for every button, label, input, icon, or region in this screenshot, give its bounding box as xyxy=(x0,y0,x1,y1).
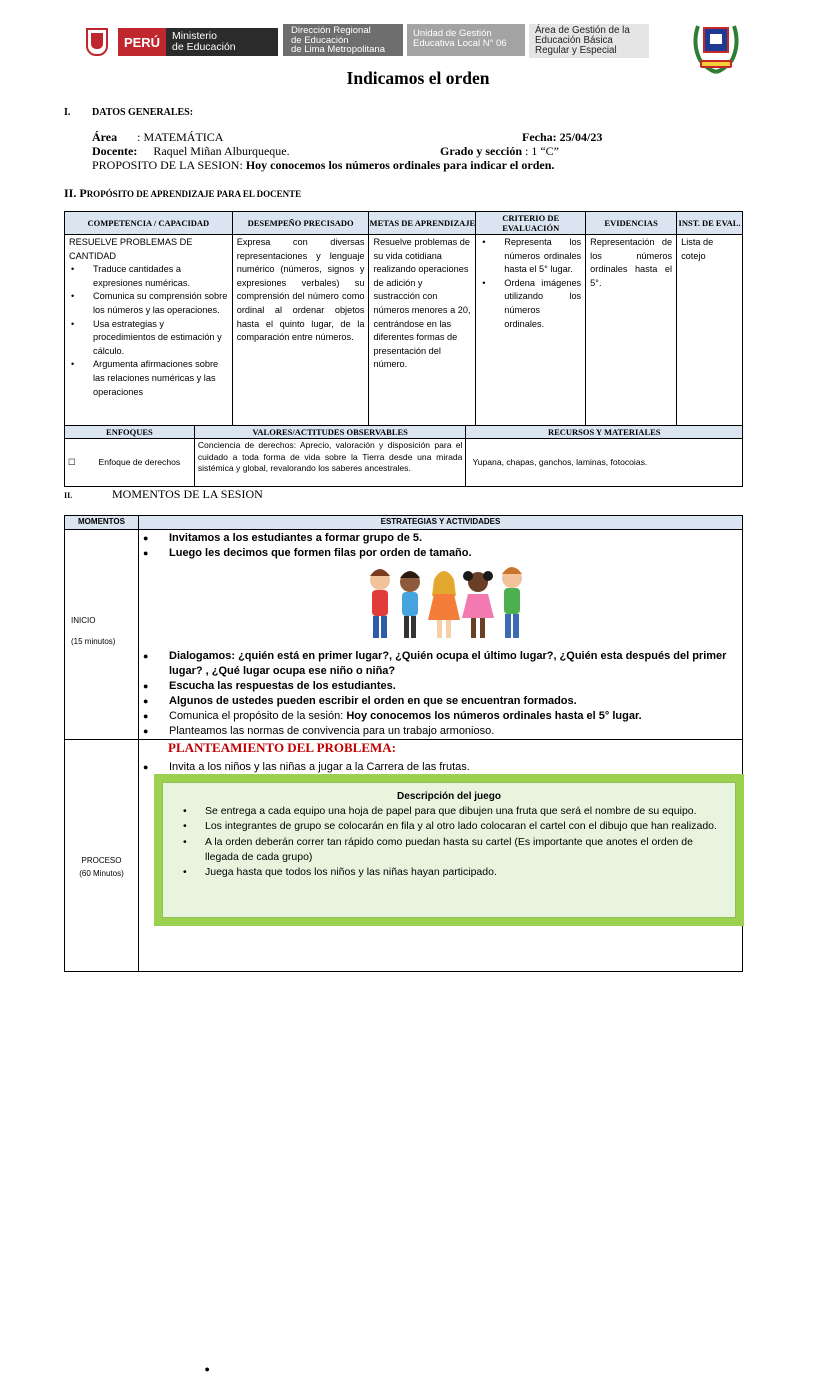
game-item: • Los integrantes de grupo se colocarán en fila y al otro lado colocaran el cartel con el dibujo que han realizado. xyxy=(177,819,721,834)
ugel-logo: Unidad de Gestión Educativa Local N° 06 xyxy=(407,24,525,56)
section2-title: II. PROPÓSITO DE APRENDIZAJE PARA EL DOCENTE xyxy=(64,186,302,200)
minedu-logo: Ministerio de Educación xyxy=(166,28,278,56)
checkbox-icon: ☐ xyxy=(68,456,76,467)
docente-row xyxy=(92,144,290,158)
enfoque-cell xyxy=(65,439,195,487)
game-item: • Se entrega a cada equipo una hoja de papel para que dibujen una fruta que será el nombre de su equipo. xyxy=(177,804,721,819)
dre-logo: Dirección Regional de Educación de Lima Metropolitana xyxy=(283,24,403,56)
grado-value: : 1 “C” xyxy=(525,144,559,158)
area-logo: Área de Gestión de la Educación Básica Regular y Especial xyxy=(529,24,649,58)
purpose-table xyxy=(64,211,743,426)
game-title: Descripción del juego xyxy=(397,791,501,802)
capacidad-item: • Comunica su comprensión sobre los números y las operaciones. xyxy=(69,290,228,317)
area-row xyxy=(92,130,223,144)
enfoques-table xyxy=(64,425,743,487)
header-metas: METAS DE APRENDIZAJE xyxy=(369,212,476,235)
section1-title: DATOS GENERALES: xyxy=(92,107,194,118)
purpose-table-row xyxy=(65,235,743,426)
proceso-moment-cell xyxy=(65,740,139,972)
header-recursos: RECURSOS Y MATERIALES xyxy=(466,426,743,439)
metas-cell: Resuelve problemas de su vida cotidiana realizando operaciones de adición y sustracción con números menores a 20, centrándose en las diferentes formas de presentación del número. xyxy=(369,235,476,426)
evidencias-cell: Representación de los números ordinales hasta el 5°. xyxy=(586,235,677,426)
header-estrategias: ESTRATEGIAS Y ACTIVIDADES xyxy=(139,516,743,530)
header-momentos: MOMENTOS xyxy=(65,516,139,530)
peru-coat-of-arms-icon xyxy=(80,26,114,58)
activity-item: ● Invitamos a los estudiantes a formar grupo de 5. xyxy=(139,531,742,546)
header-evidencias: EVIDENCIAS xyxy=(586,212,677,235)
purpose-table-header xyxy=(65,212,743,235)
header-logos xyxy=(0,0,768,68)
inicio-time: (15 minutos) xyxy=(71,637,116,646)
enfoque-text: Enfoque de derechos xyxy=(98,456,181,467)
inicio-moment-cell xyxy=(65,530,139,740)
proposito-row xyxy=(92,158,554,172)
area-label: Área xyxy=(92,130,118,144)
competencia-text: RESUELVE PROBLEMAS DE CANTIDAD xyxy=(69,237,193,261)
criterio-cell xyxy=(476,235,586,426)
criterio-item: • Representa los números ordinales hasta el 5° lugar. xyxy=(480,236,581,277)
desempeno-cell: Expresa con diversas representaciones y lenguaje numérico (números, signos y expresiones verbales) su comprensión del número como ordinal al ordenar objetos hasta el quinto lugar, de la comparación entre números. xyxy=(232,235,369,426)
game-item: • A la orden deberán correr tan rápido como puedan hasta su cartel (Es importante que anotes el orden de llegada de cada grupo) xyxy=(177,835,721,866)
recursos-cell: Yupana, chapas, ganchos, laminas, fotocoias. xyxy=(466,439,743,487)
capacidad-item: • Argumenta afirmaciones sobre las relaciones numéricas y las operaciones xyxy=(69,358,228,399)
children-illustration xyxy=(364,560,530,644)
grado-row xyxy=(440,144,559,158)
header-competencia: COMPETENCIA / CAPACIDAD xyxy=(65,212,233,235)
proceso-label: PROCESO xyxy=(81,856,122,865)
header-desempeno: DESEMPEÑO PRECISADO xyxy=(232,212,369,235)
activity-item: ● Planteamos las normas de convivencia para un trabajo armonioso. xyxy=(139,724,742,739)
proceso-time: (60 Minutos) xyxy=(79,869,124,878)
fecha-label: Fecha: xyxy=(522,130,557,144)
game-item: • Juega hasta que todos los niños y las niñas hayan participado. xyxy=(177,865,721,880)
capacidad-item: • Traduce cantidades a expresiones numéricas. xyxy=(69,263,228,290)
capacidad-item: • Usa estrategias y procedimientos de estimación y cálculo. xyxy=(69,318,228,359)
header-enfoques: ENFOQUES xyxy=(65,426,195,439)
grado-label: Grado y sección xyxy=(440,144,522,158)
activity-item: ● Algunos de ustedes pueden escribir el orden en que se encuentran formados. xyxy=(139,694,742,709)
header-instrumento: INST. DE EVAL. xyxy=(677,212,743,235)
page-title: Indicamos el orden xyxy=(346,68,490,88)
problem-heading: PLANTEAMIENTO DEL PROBLEMA: xyxy=(168,740,397,755)
proposito-label: PROPOSITO DE LA SESION: xyxy=(92,158,243,172)
inicio-label: INICIO xyxy=(71,616,96,625)
activity-item: ● Comunica el propósito de la sesión: Hoy conocemos los números ordinales hasta el 5° lugar. xyxy=(139,709,742,724)
header-valores: VALORES/ACTITUDES OBSERVABLES xyxy=(194,426,466,439)
docente-value: Raquel Miñan Alburqueque. xyxy=(153,144,290,158)
fecha-value: 25/04/23 xyxy=(559,130,603,144)
peru-logo: PERÚ xyxy=(118,28,166,56)
section3-number: II. xyxy=(64,491,73,500)
proposito-value: Hoy conocemos los números ordinales para indicar el orden. xyxy=(245,158,555,172)
activity-item: ● Invita a los niños y las niñas a jugar a la Carrera de las frutas. xyxy=(139,760,742,775)
fecha-row xyxy=(522,130,602,144)
activity-item: ● Luego les decimos que formen filas por orden de tamaño. xyxy=(139,546,742,561)
bullet-icon: ● xyxy=(204,1363,210,1374)
instrumento-cell: Lista de cotejo xyxy=(677,235,743,426)
activity-item: ● Dialogamos: ¿quién está en primer lugar?, ¿Quién ocupa el último lugar?, ¿Quién esta después del primer lugar? , ¿Qué lugar ocupa ese niño o niña? xyxy=(139,649,742,679)
section3-title: MOMENTOS DE LA SESION xyxy=(112,487,263,501)
section1-number: I. xyxy=(64,107,71,118)
header-criterio: CRITERIO DE EVALUACIÓN xyxy=(476,212,586,235)
competencia-cell xyxy=(65,235,233,426)
valores-cell: Conciencia de derechos: Aprecio, valoración y disposición para el cuidado a toda forma de vida sobre la Tierra desde una mirada sistémica y global, revalorando los saberes ancestrales. xyxy=(194,439,466,487)
activity-item: ● Escucha las respuestas de los estudiantes. xyxy=(139,679,742,694)
docente-label: Docente: xyxy=(92,144,138,158)
criterio-item: • Ordena imágenes utilizando los números ordinales. xyxy=(480,277,581,331)
area-value: : MATEMÁTICA xyxy=(137,130,224,144)
game-description-box xyxy=(154,774,744,926)
